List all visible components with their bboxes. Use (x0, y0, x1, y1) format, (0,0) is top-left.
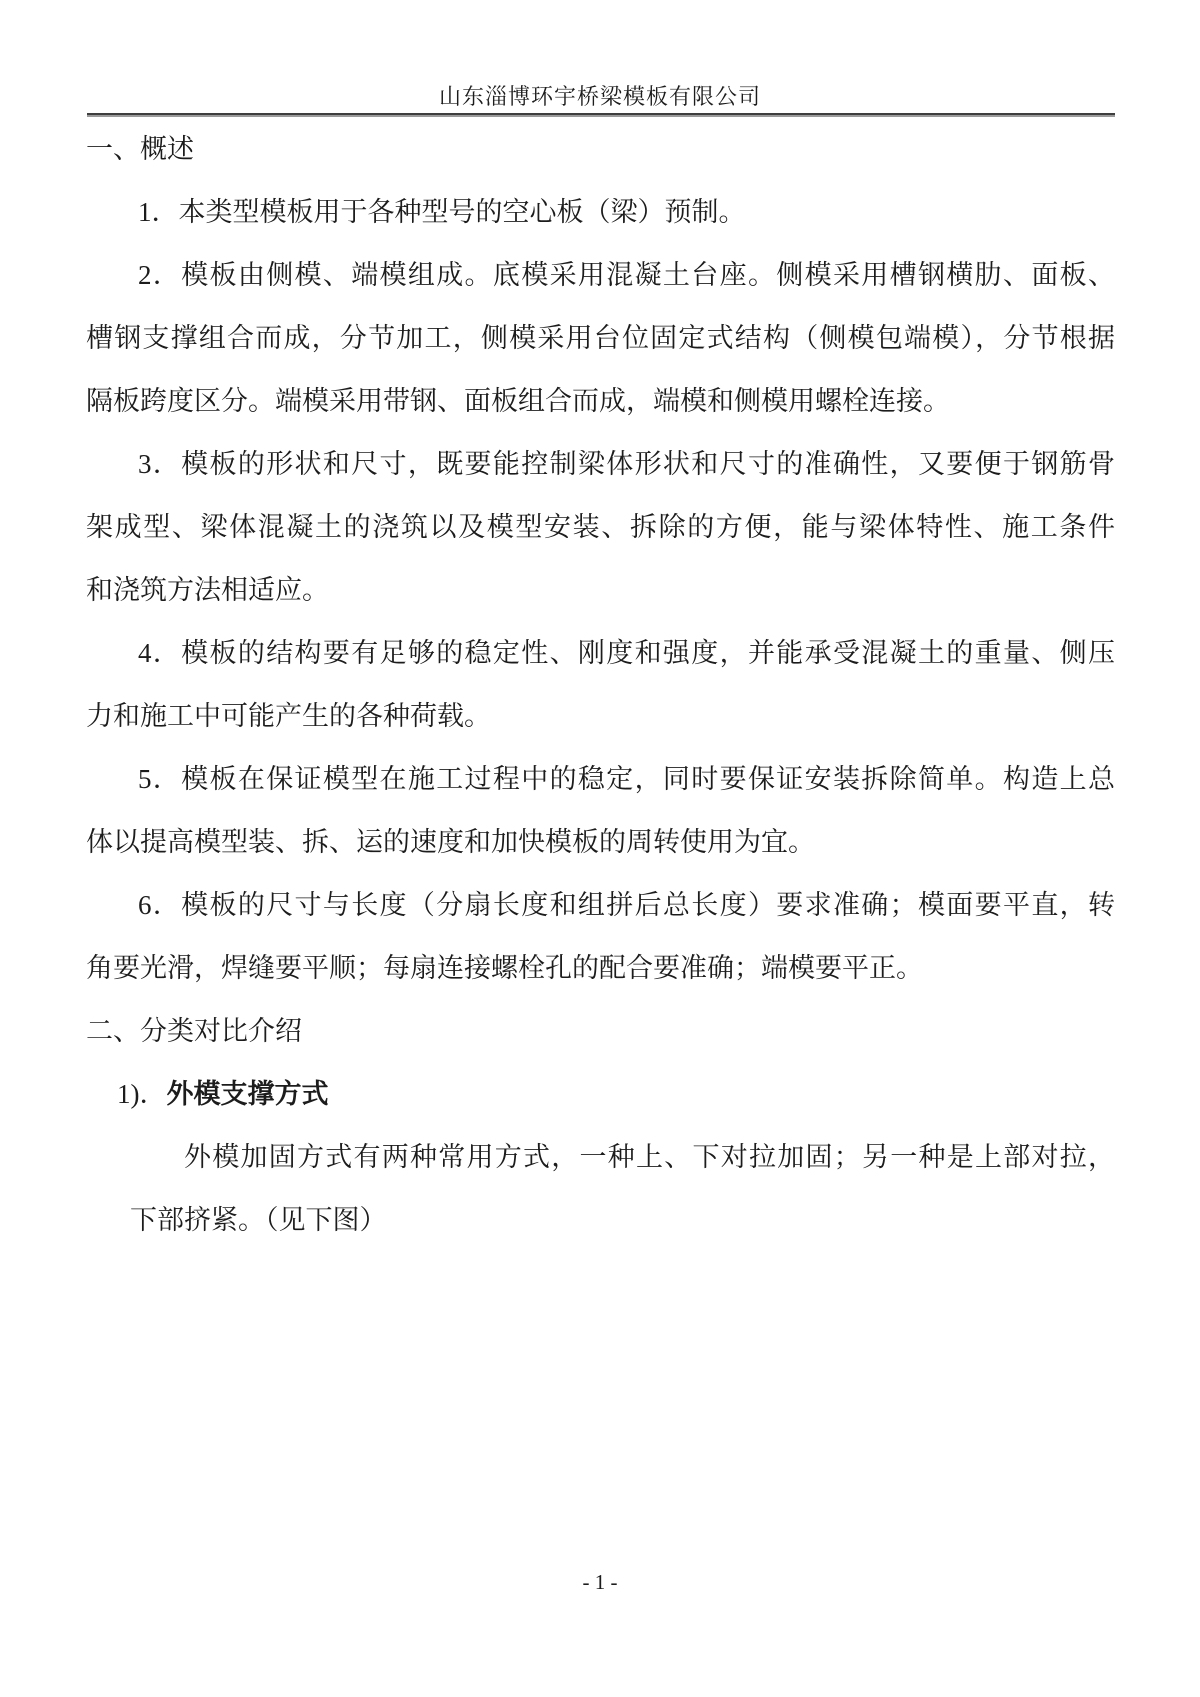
paragraph-line: 6．模板的尺寸与长度（分扇长度和组拼后总长度）要求准确；模面要平直，转 (138, 890, 1115, 920)
section-heading: 二、分类对比介绍 (86, 1016, 302, 1046)
paragraph-line: 槽钢支撑组合而成，分节加工，侧模采用台位固定式结构（侧模包端模），分节根据 (86, 323, 1115, 353)
header-company-name: 山东淄博环宇桥梁模板有限公司 (438, 84, 761, 109)
paragraph-line: 下部挤紧。（见下图） (130, 1205, 387, 1235)
paragraph-line: 角要光滑，焊缝要平顺；每扇连接螺栓孔的配合要准确；端模要平正。 (86, 953, 923, 983)
subsection-title: 外模支撑方式 (166, 1079, 329, 1109)
page-number: - 1 - (582, 1570, 618, 1594)
paragraph-line: 5．模板在保证模型在施工过程中的稳定，同时要保证安装拆除简单。构造上总 (138, 764, 1115, 794)
paragraph-line: 4．模板的结构要有足够的稳定性、刚度和强度，并能承受混凝土的重量、侧压 (138, 638, 1115, 668)
paragraph-line: 外模加固方式有两种常用方式，一种上、下对拉加固；另一种是上部对拉， (184, 1142, 1115, 1172)
paragraph-line: 架成型、梁体混凝土的浇筑以及模型安装、拆除的方便，能与梁体特性、施工条件 (86, 512, 1115, 542)
header-rule (87, 113, 1115, 117)
subsection-heading (117, 1063, 1115, 1126)
paragraph-line: 隔板跨度区分。端模采用带钢、面板组合而成，端模和侧模用螺栓连接。 (86, 386, 950, 416)
paragraph-line: 3．模板的形状和尺寸，既要能控制梁体形状和尺寸的准确性，又要便于钢筋骨 (138, 449, 1115, 479)
paragraph-line: 体以提高模型装、拆、运的速度和加快模板的周转使用为宜。 (86, 827, 815, 857)
document-body (86, 118, 1115, 1252)
page-footer (0, 1568, 1200, 1596)
subsection-number: 1)． (117, 1079, 167, 1109)
paragraph-line: 和浇筑方法相适应。 (86, 575, 329, 605)
paragraph-line: 1．本类型模板用于各种型号的空心板（梁）预制。 (138, 197, 746, 227)
section-heading: 一、概述 (86, 134, 194, 164)
paragraph-line: 力和施工中可能产生的各种荷载。 (86, 701, 491, 731)
paragraph-line: 2．模板由侧模、端模组成。底模采用混凝土台座。侧模采用槽钢横肋、面板、 (138, 260, 1115, 290)
